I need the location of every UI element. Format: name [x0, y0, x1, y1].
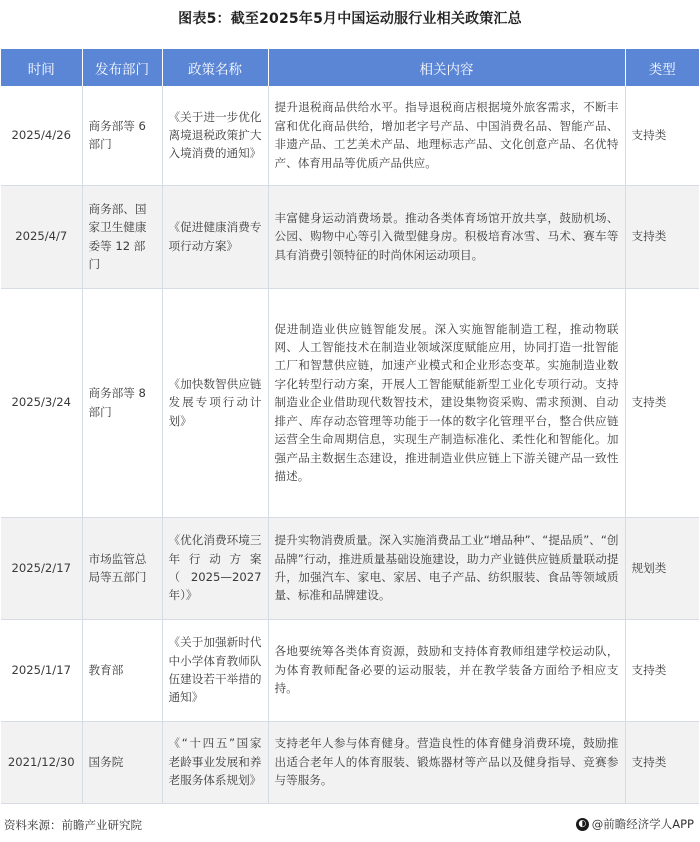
- table-header-row: [1, 49, 699, 86]
- cell-content: 促进制造业供应链智能发展。深入实施智能制造工程，推动物联网、人工智能技术在制造业领域深度赋能应用，协同打造一批智能工厂和智慧供应链，加速产业模式和企业形态变革。实施制造业数字化转型行动方案，开展人工智能赋能新型工业化专项行动。支持制造业企业借助现代数智技术，建设集物资采购、需求预测、自动排产、库存动态管理等功能于一体的数字化管理平台，整合供应链运营全生命周期信息，实现生产制造标准化、柔性化和智能化。加强产品主数据生态建设，推进制造业供应链上下游关键产品一致性描述。: [268, 288, 625, 517]
- cell-policy-name: 《促进健康消费专项行动方案》: [162, 185, 268, 288]
- source-note: 资料来源：前瞻产业研究院: [4, 818, 142, 832]
- brand-logo-icon: ◐: [576, 818, 589, 831]
- cell-policy-name: 《优化消费环境三年行动方案（2025—2027年）》: [162, 517, 268, 619]
- chart-title: 图表5：截至2025年5月中国运动服行业相关政策汇总: [178, 11, 522, 27]
- cell-dept: 商务部、国家卫生健康委等 12 部门: [82, 185, 162, 288]
- header-time: 时间: [1, 49, 82, 86]
- cell-date: 2025/1/17: [1, 619, 82, 721]
- cell-type: 支持类: [625, 185, 699, 288]
- cell-content: 提升退税商品供给水平。指导退税商店根据境外旅客需求，不断丰富和优化商品供给，增加老字号产品、中国消费名品、智能产品、非遗产品、工艺美术产品、地理标志产品、文化创意产品、名优特产、体育用品等优质产品供应。: [268, 86, 625, 185]
- cell-date: 2025/2/17: [1, 517, 82, 619]
- brand-credit-label: @前瞻经济学人APP: [591, 817, 694, 831]
- header-type: 类型: [625, 49, 699, 86]
- cell-dept: 市场监管总局等五部门: [82, 517, 162, 619]
- cell-type: 规划类: [625, 517, 699, 619]
- cell-policy-name: 《关于进一步优化离境退税政策扩大入境消费的通知》: [162, 86, 268, 185]
- table-row: [1, 288, 699, 517]
- cell-date: 2025/4/26: [1, 86, 82, 185]
- cell-content: 支持老年人参与体育健身。营造良性的体育健身消费环境，鼓励推出适合老年人的体育服装、锻炼器材等产品以及健身指导、竞赛参与等服务。: [268, 721, 625, 803]
- table-row: [1, 619, 699, 721]
- cell-dept: 国务院: [82, 721, 162, 803]
- cell-type: 支持类: [625, 288, 699, 517]
- header-content: 相关内容: [268, 49, 625, 86]
- cell-date: 2025/3/24: [1, 288, 82, 517]
- table-row: [1, 86, 699, 185]
- cell-type: 支持类: [625, 619, 699, 721]
- cell-date: 2021/12/30: [1, 721, 82, 803]
- cell-type: 支持类: [625, 721, 699, 803]
- cell-policy-name: 《加快数智供应链发展专项行动计划》: [162, 288, 268, 517]
- policy-table: [1, 49, 699, 804]
- brand-credit: [576, 816, 694, 832]
- header-dept: 发布部门: [82, 49, 162, 86]
- header-policy-name: 政策名称: [162, 49, 268, 86]
- cell-dept: 教育部: [82, 619, 162, 721]
- cell-policy-name: 《“十四五”国家老龄事业发展和养老服务体系规划》: [162, 721, 268, 803]
- table-row: [1, 185, 699, 288]
- cell-dept: 商务部等 8 部门: [82, 288, 162, 517]
- cell-content: 提升实物消费质量。深入实施消费品工业“增品种”、“提品质”、“创品牌”行动，推进质量基础设施建设，助力产业链供应链质量联动提升，加强汽车、家电、家居、电子产品、纺织服装、食品等领域质量、标准和品牌建设。: [268, 517, 625, 619]
- table-row: [1, 517, 699, 619]
- cell-type: 支持类: [625, 86, 699, 185]
- table-row: [1, 721, 699, 803]
- cell-content: 丰富健身运动消费场景。推动各类体育场馆开放共享，鼓励机场、公园、购物中心等引入微型健身房。积极培育冰雪、马术、赛车等具有消费引领特征的时尚休闲运动项目。: [268, 185, 625, 288]
- cell-policy-name: 《关于加强新时代中小学体育教师队伍建设若干举措的通知》: [162, 619, 268, 721]
- cell-content: 各地要统筹各类体育资源，鼓励和支持体育教师组建学校运动队，为体育教师配备必要的运动服装，并在教学装备方面给予相应支持。: [268, 619, 625, 721]
- cell-dept: 商务部等 6 部门: [82, 86, 162, 185]
- cell-date: 2025/4/7: [1, 185, 82, 288]
